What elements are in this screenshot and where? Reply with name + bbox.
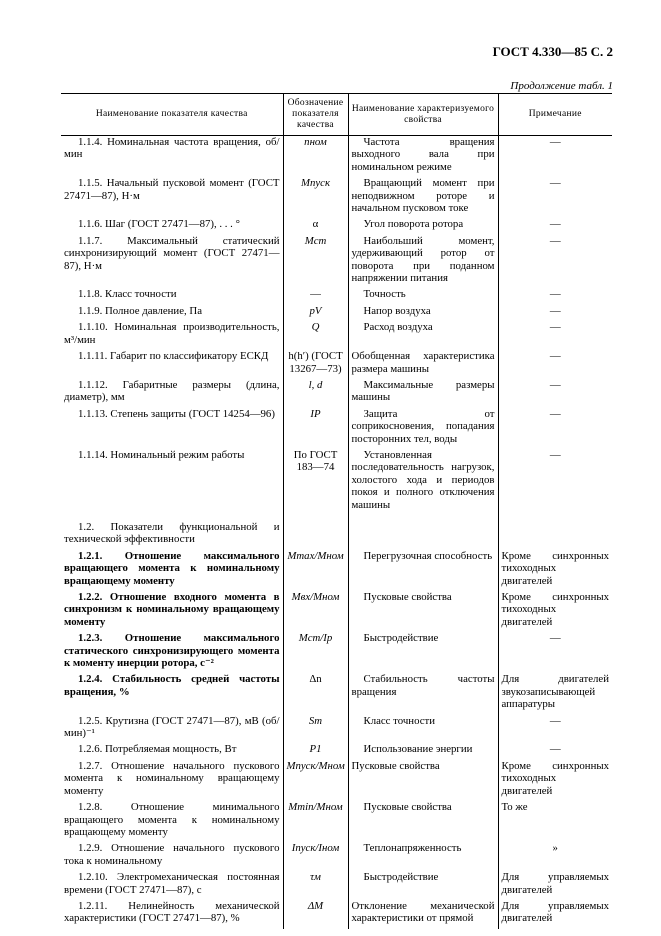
table-row xyxy=(61,136,612,178)
column-header-property: Наименование характеризуемого свойства xyxy=(348,94,498,136)
page-header: ГОСТ 4.330—85 С. 2 xyxy=(492,44,613,59)
row-name: 1.1.5. Начальный пусковой момент (ГОСТ 27471—87), Н·м xyxy=(64,177,280,202)
row-property: Перегрузочная способность xyxy=(348,550,498,591)
row-name: 1.1.7. Максимальный статический синхронизирующий момент (ГОСТ 27471—87), Н·м xyxy=(64,234,280,272)
row-note: — xyxy=(498,743,612,759)
row-property: Класс точности xyxy=(348,715,498,744)
row-name: 1.2.7. Отношение начального пускового момента к номинальному вращающему моменту xyxy=(64,759,280,797)
row-name: 1.2.6. Потребляемая мощность, Вт xyxy=(78,743,237,756)
row-name: 1.2.11. Нелинейность механической характеристики (ГОСТ 27471—87), % xyxy=(64,899,280,925)
row-property: Пусковые свойства xyxy=(348,760,498,801)
table-row xyxy=(61,218,612,234)
row-name: 1.2.9. Отношение начального пускового тока к номинальному xyxy=(64,842,280,867)
row-property: Стабильность частоты вращения xyxy=(348,673,498,714)
table-row xyxy=(61,379,612,408)
table-row xyxy=(61,673,612,714)
table-row xyxy=(61,715,612,744)
row-property: Быстродействие xyxy=(348,632,498,673)
table-row xyxy=(61,408,612,449)
row-symbol: Mпуск/Mном xyxy=(283,760,348,801)
row-note: — xyxy=(498,350,612,379)
row-name: 1.2.3. Отношение максимального статического синхронизирующего момента к моменту инерции ротора, с⁻² xyxy=(64,632,280,670)
table-row xyxy=(61,591,612,632)
row-note: — xyxy=(498,218,612,234)
row-property: Установленная последовательность нагрузок, холостого хода и периодов покоя и полного отключения машины xyxy=(348,449,498,515)
table-header-row xyxy=(61,94,612,136)
row-symbol: Mmax/Mном xyxy=(283,550,348,591)
row-name: 1.2.2. Отношение входного момента в синхронизм к номинальному вращающему моменту xyxy=(64,591,280,628)
column-header-symbol: Обозначение показателя качества xyxy=(283,94,348,136)
row-note: Для двигателей звукозаписывающей аппаратуры xyxy=(498,673,612,714)
row-symbol: Mвх/Mном xyxy=(283,591,348,632)
row-name: 1.1.4. Номинальная частота вращения, об/мин xyxy=(64,136,280,161)
row-property: Отклонение механической характеристики от прямой xyxy=(348,900,498,929)
row-property: Угол поворота ротора xyxy=(348,218,498,234)
row-symbol: Mст/Iр xyxy=(283,632,348,673)
table-row xyxy=(61,743,612,759)
row-name: 1.1.13. Степень защиты (ГОСТ 14254—96) xyxy=(78,407,275,420)
row-symbol: По ГОСТ 183—74 xyxy=(283,449,348,515)
row-property: Расход воздуха xyxy=(348,321,498,350)
row-name: 1.1.8. Класс точности xyxy=(78,288,177,301)
section-heading: 1.2. Показатели функциональной и технической эффективности xyxy=(64,520,280,546)
row-symbol: l, d xyxy=(283,379,348,408)
table-row xyxy=(61,632,612,673)
row-property: Использование энергии xyxy=(348,743,498,759)
row-symbol: Δn xyxy=(283,673,348,714)
table-row xyxy=(61,321,612,350)
row-property: Напор воздуха xyxy=(348,305,498,321)
row-name: 1.1.14. Номинальный режим работы xyxy=(78,448,245,461)
table-row xyxy=(61,449,612,515)
row-note: — xyxy=(498,288,612,304)
row-name: 1.2.8. Отношение минимального вращающего момента к номинальному вращающему моменту xyxy=(64,801,280,838)
row-name: 1.2.10. Электромеханическая постоянная времени (ГОСТ 27471—87), с xyxy=(64,871,280,896)
row-symbol: h(h′) (ГОСТ 13267—73) xyxy=(283,350,348,379)
quality-indicators-table xyxy=(61,93,612,929)
row-symbol: ΔM xyxy=(283,900,348,929)
row-note: » xyxy=(498,842,612,871)
row-symbol: Sт xyxy=(283,715,348,744)
row-symbol: P1 xyxy=(283,743,348,759)
row-symbol: nном xyxy=(283,136,348,178)
table-row xyxy=(61,760,612,801)
row-symbol: Mст xyxy=(283,235,348,289)
row-property: Вращающий момент при неподвижном роторе и начальном пусковом токе xyxy=(348,177,498,218)
row-property: Частота вращения выходного вала при номинальном режиме xyxy=(348,136,498,178)
row-note xyxy=(498,515,612,550)
row-name: 1.2.4. Стабильность средней частоты вращения, % xyxy=(64,673,280,698)
row-note: — xyxy=(498,715,612,744)
row-note: — xyxy=(498,321,612,350)
table-continuation-label: Продолжение табл. 1 xyxy=(510,80,613,92)
row-name: 1.1.9. Полное давление, Па xyxy=(78,304,202,317)
column-header-note: Примечание xyxy=(498,94,612,136)
table-section-row xyxy=(61,515,612,550)
row-name: 1.1.11. Габарит по классификатору ЕСКД xyxy=(78,350,269,363)
row-property: Быстродействие xyxy=(348,871,498,900)
row-note: Кроме синхронных тихоходных двигателей xyxy=(498,550,612,591)
row-symbol: τм xyxy=(283,871,348,900)
row-note: — xyxy=(498,632,612,673)
row-property: Защита от соприкосновения, попадания посторонних тел, воды xyxy=(348,408,498,449)
table-row xyxy=(61,801,612,842)
row-symbol: Iпуск/Iном xyxy=(283,842,348,871)
row-symbol: Mпуск xyxy=(283,177,348,218)
row-symbol: pV xyxy=(283,305,348,321)
row-name: 1.2.5. Крутизна (ГОСТ 27471—87), мВ (об/мин)⁻¹ xyxy=(64,714,280,740)
table-row xyxy=(61,235,612,289)
row-property: Точность xyxy=(348,288,498,304)
row-name: 1.1.10. Номинальная производительность, м³/мин xyxy=(64,321,280,346)
table-row xyxy=(61,900,612,929)
row-name: 1.2.1. Отношение максимального вращающего момента к номинальному вращающему моменту xyxy=(64,549,280,587)
row-property: Максимальные размеры машины xyxy=(348,379,498,408)
row-symbol: α xyxy=(283,218,348,234)
row-property: Пусковые свойства xyxy=(348,801,498,842)
table-row xyxy=(61,350,612,379)
row-name: 1.1.12. Габаритные размеры (длина, диаметр), мм xyxy=(64,378,280,404)
row-note: То же xyxy=(498,801,612,842)
row-note: — xyxy=(498,177,612,218)
table-row xyxy=(61,177,612,218)
row-note: — xyxy=(498,235,612,289)
row-note: — xyxy=(498,379,612,408)
row-property: Теплонапряженность xyxy=(348,842,498,871)
column-header-name: Наименование показателя качества xyxy=(61,94,283,136)
table-row xyxy=(61,288,612,304)
row-note: Кроме синхронных тихоходных двигателей xyxy=(498,591,612,632)
table-row xyxy=(61,871,612,900)
row-note: — xyxy=(498,408,612,449)
row-property: Наибольший момент, удерживающий ротор от поворота при поданном напряжении питания xyxy=(348,235,498,289)
row-note: Для управляемых двигателей xyxy=(498,900,612,929)
table-row xyxy=(61,550,612,591)
table-row xyxy=(61,842,612,871)
row-symbol: Q xyxy=(283,321,348,350)
row-note: Для управляемых двигателей xyxy=(498,871,612,900)
row-note: Кроме синхронных тихоходных двигателей xyxy=(498,760,612,801)
row-symbol xyxy=(283,515,348,550)
row-property: Пусковые свойства xyxy=(348,591,498,632)
row-symbol: IP xyxy=(283,408,348,449)
row-symbol: Mmin/Mном xyxy=(283,801,348,842)
row-symbol: — xyxy=(283,288,348,304)
row-property: Обобщенная характеристика размера машины xyxy=(348,350,498,379)
row-name: 1.1.6. Шаг (ГОСТ 27471—87), . . . ° xyxy=(78,218,240,231)
row-property xyxy=(348,515,498,550)
table-row xyxy=(61,305,612,321)
row-note: — xyxy=(498,136,612,178)
row-note: — xyxy=(498,305,612,321)
row-note: — xyxy=(498,449,612,515)
